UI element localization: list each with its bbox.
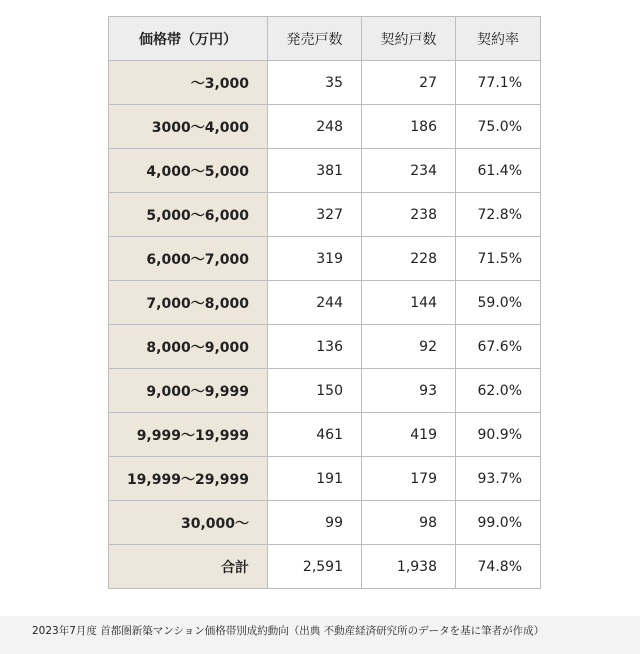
units-released-cell: 248: [268, 105, 362, 149]
units-released-cell: 319: [268, 237, 362, 281]
units-contracted-cell: 186: [362, 105, 456, 149]
price-band-cell: 9,000〜9,999: [109, 369, 268, 413]
table-caption: 2023年7月度 首都圏新築マンション価格帯別成約動向（出典 不動産経済研究所のデータを基に筆者が作成）: [0, 616, 640, 654]
contract-rate-cell: 77.1%: [456, 61, 541, 105]
total-label-cell: 合計: [109, 545, 268, 589]
units-contracted-cell: 179: [362, 457, 456, 501]
price-band-cell: 8,000〜9,000: [109, 325, 268, 369]
table-row: [109, 369, 541, 413]
header-price-band: 価格帯（万円）: [109, 17, 268, 61]
units-contracted-cell: 92: [362, 325, 456, 369]
total-contract-rate-cell: 74.8%: [456, 545, 541, 589]
total-units-contracted-cell: 1,938: [362, 545, 456, 589]
table-body: [109, 61, 541, 589]
contract-rate-cell: 67.6%: [456, 325, 541, 369]
units-released-cell: 35: [268, 61, 362, 105]
price-band-cell: 3000〜4,000: [109, 105, 268, 149]
price-band-cell: 4,000〜5,000: [109, 149, 268, 193]
price-band-cell: 5,000〜6,000: [109, 193, 268, 237]
units-contracted-cell: 238: [362, 193, 456, 237]
units-released-cell: 381: [268, 149, 362, 193]
table-row: [109, 457, 541, 501]
table-row: [109, 149, 541, 193]
price-band-cell: 30,000〜: [109, 501, 268, 545]
table-header-row: [109, 17, 541, 61]
table-row: [109, 237, 541, 281]
contract-rate-cell: 72.8%: [456, 193, 541, 237]
contract-rate-cell: 62.0%: [456, 369, 541, 413]
table-row: [109, 501, 541, 545]
contract-rate-cell: 93.7%: [456, 457, 541, 501]
table-row: [109, 325, 541, 369]
price-band-cell: 7,000〜8,000: [109, 281, 268, 325]
units-released-cell: 461: [268, 413, 362, 457]
units-released-cell: 327: [268, 193, 362, 237]
contract-rate-cell: 71.5%: [456, 237, 541, 281]
contract-rate-cell: 61.4%: [456, 149, 541, 193]
price-band-table: [108, 16, 541, 589]
units-contracted-cell: 27: [362, 61, 456, 105]
units-contracted-cell: 98: [362, 501, 456, 545]
contract-rate-cell: 99.0%: [456, 501, 541, 545]
price-band-cell: 19,999〜29,999: [109, 457, 268, 501]
table-total-row: [109, 545, 541, 589]
contract-rate-cell: 75.0%: [456, 105, 541, 149]
units-contracted-cell: 228: [362, 237, 456, 281]
contract-rate-cell: 90.9%: [456, 413, 541, 457]
units-released-cell: 150: [268, 369, 362, 413]
units-released-cell: 99: [268, 501, 362, 545]
header-units-contracted: 契約戸数: [362, 17, 456, 61]
header-contract-rate: 契約率: [456, 17, 541, 61]
price-band-cell: 9,999〜19,999: [109, 413, 268, 457]
units-released-cell: 136: [268, 325, 362, 369]
price-band-cell: 6,000〜7,000: [109, 237, 268, 281]
units-contracted-cell: 144: [362, 281, 456, 325]
units-contracted-cell: 234: [362, 149, 456, 193]
table-row: [109, 61, 541, 105]
units-contracted-cell: 93: [362, 369, 456, 413]
contract-rate-cell: 59.0%: [456, 281, 541, 325]
price-band-table-container: [108, 16, 541, 589]
price-band-cell: 〜3,000: [109, 61, 268, 105]
table-row: [109, 105, 541, 149]
units-released-cell: 191: [268, 457, 362, 501]
units-contracted-cell: 419: [362, 413, 456, 457]
table-row: [109, 281, 541, 325]
units-released-cell: 244: [268, 281, 362, 325]
table-row: [109, 193, 541, 237]
table-row: [109, 413, 541, 457]
header-units-released: 発売戸数: [268, 17, 362, 61]
total-units-released-cell: 2,591: [268, 545, 362, 589]
